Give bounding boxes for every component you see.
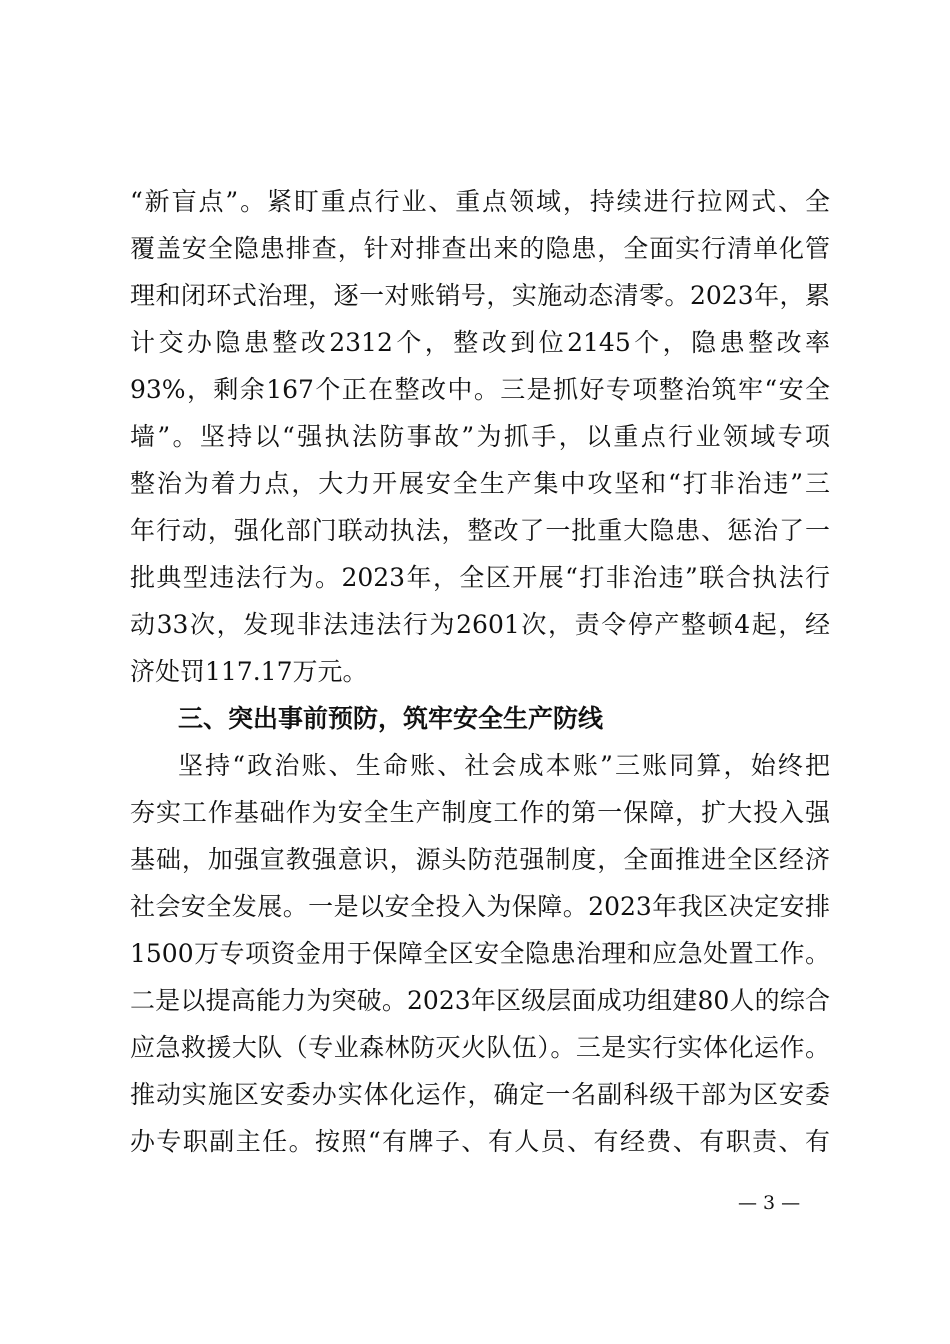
paragraph1-line: 年行动，强化部门联动执法，整改了一批重大隐患、惩治了一 (130, 516, 830, 545)
paragraph1-line: 济处罚117.17万元。 (130, 657, 368, 686)
paragraph1-line: 整治为着力点，大力开展安全生产集中攻坚和“打非治违”三 (130, 469, 830, 498)
paragraph1-line: 批典型违法行为。2023年，全区开展“打非治违”联合执法行 (130, 563, 830, 592)
paragraph1-line: 计交办隐患整改2312个，整改到位2145个，隐患整改率 (130, 328, 830, 357)
paragraph2-line: 基础，加强宣教强意识，源头防范强制度，全面推进全区经济 (130, 845, 830, 874)
paragraph2-line: 推动实施区安委办实体化运作，确定一名副科级干部为区安委 (130, 1080, 830, 1109)
paragraph1-line: 动33次，发现非法违法行为2601次，责令停产整顿4起，经 (130, 610, 830, 639)
paragraph2-line: 应急救援大队（专业森林防灭火队伍）。三是实行实体化运作。 (130, 1033, 830, 1062)
page-number: — 3 — (738, 1192, 801, 1214)
paragraph2-line: 社会安全发展。一是以安全投入为保障。2023年我区决定安排 (130, 892, 830, 921)
paragraph1-line: 理和闭环式治理，逐一对账销号，实施动态清零。2023年，累 (130, 281, 830, 310)
paragraph1-line: “新盲点”。紧盯重点行业、重点领域，持续进行拉网式、全 (130, 187, 830, 216)
paragraph1-line: 墙”。坚持以“强执法防事故”为抓手，以重点行业领域专项 (130, 422, 830, 451)
section-heading: 三、突出事前预防，筑牢安全生产防线 (178, 704, 604, 733)
paragraph1-line: 93%，剩余167个正在整改中。三是抓好专项整治筑牢“安全 (130, 375, 830, 404)
paragraph2-line: 夯实工作基础作为安全生产制度工作的第一保障，扩大投入强 (130, 798, 830, 827)
paragraph2-line: 办专职副主任。按照“有牌子、有人员、有经费、有职责、有 (130, 1127, 830, 1156)
paragraph1-line: 覆盖安全隐患排查，针对排查出来的隐患，全面实行清单化管 (130, 234, 830, 263)
paragraph2-line: 二是以提高能力为突破。2023年区级层面成功组建80人的综合 (130, 986, 830, 1015)
paragraph2-line: 坚持“政治账、生命账、社会成本账”三账同算，始终把 (178, 751, 830, 780)
paragraph2-line: 1500万专项资金用于保障全区安全隐患治理和应急处置工作。 (130, 939, 830, 968)
